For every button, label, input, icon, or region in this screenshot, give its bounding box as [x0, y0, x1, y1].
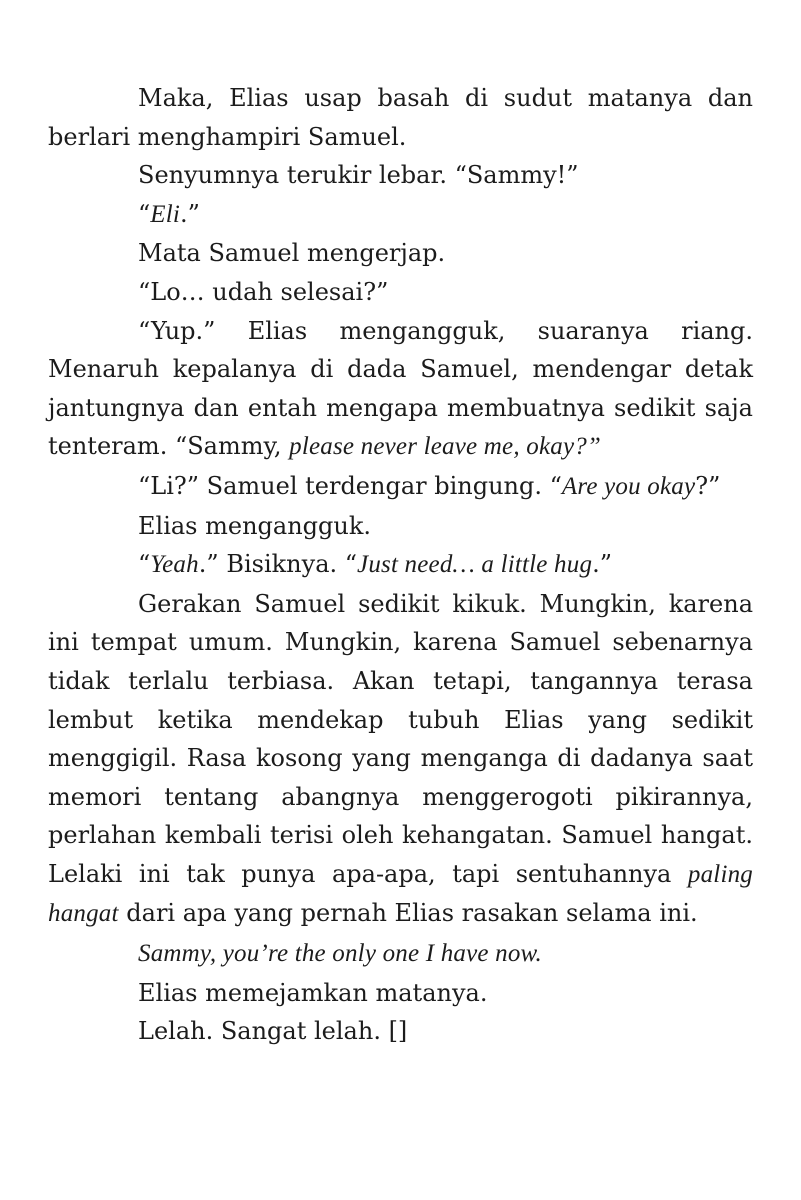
- paragraph-10: [48, 585, 753, 934]
- text-run: dari apa yang pernah Elias rasakan selama ini.: [118, 899, 698, 928]
- text-run: .”: [592, 550, 613, 579]
- text-run: “Lo… udah selesai?”: [138, 277, 389, 306]
- text-run: Senyumnya terukir lebar. “Sammy!”: [138, 161, 579, 190]
- text-run: .” Bisiknya. “: [198, 550, 358, 579]
- italic-run: Are you okay: [561, 472, 696, 500]
- text-run: Mata Samuel mengerjap.: [138, 239, 446, 268]
- paragraph-8: [48, 507, 753, 546]
- text-run: Elias memejamkan matanya.: [138, 978, 488, 1007]
- text-run: Gerakan Samuel sedikit kikuk. Mungkin, karena ini tempat umum. Mungkin, karena Samuel sebenarnya tidak terlalu terbiasa. Akan tetapi, tangannya terasa lembut ketika mendekap tubuh Elias yang sedikit menggigil. Rasa kosong yang menganga di dadanya saat memori tentang abangnya menggerogoti pikirannya, perlahan kembali terisi oleh kehangatan. Samuel hangat. Lelaki ini tak punya apa-apa, tapi sentuhannya: [48, 589, 753, 888]
- text-run: Maka, Elias usap basah di sudut matanya dan berlari menghampiri Samuel.: [48, 84, 753, 151]
- text-run: .”: [180, 199, 200, 228]
- paragraph-9: [48, 545, 753, 585]
- italic-run: Eli: [150, 200, 181, 228]
- paragraph-2: [48, 156, 753, 195]
- italic-run: please never leave me, okay?”: [289, 433, 602, 461]
- text-run: “Yup.” Elias mengangguk, suaranya riang. Menaruh kepalanya di dada Samuel, mendengar detak jantungnya dan entah mengapa membuatnya sedikit saja tenteram. “Sammy,: [48, 316, 753, 461]
- paragraph-7: [48, 467, 753, 507]
- paragraph-11: [48, 934, 753, 974]
- paragraph-5: [48, 273, 753, 312]
- paragraph-4: [48, 234, 753, 273]
- italic-run: Sammy, you’re the only one I have now.: [138, 940, 543, 968]
- text-run: “Li?” Samuel terdengar bingung. “: [138, 471, 562, 500]
- text-run: Elias mengangguk.: [138, 511, 372, 540]
- paragraph-6: [48, 312, 753, 467]
- italic-run: paling hangat: [48, 860, 753, 928]
- text-run: ?”: [695, 471, 721, 500]
- paragraph-3: [48, 195, 753, 235]
- text-run: “: [138, 199, 151, 228]
- paragraph-13: [48, 1012, 753, 1051]
- italic-run: Just need… a little hug: [357, 551, 593, 579]
- italic-run: Yeah: [150, 551, 199, 579]
- paragraph-12: [48, 974, 753, 1013]
- text-run: “: [138, 550, 151, 579]
- text-run: Lelah. Sangat lelah. []: [138, 1017, 408, 1046]
- paragraph-1: [48, 79, 753, 156]
